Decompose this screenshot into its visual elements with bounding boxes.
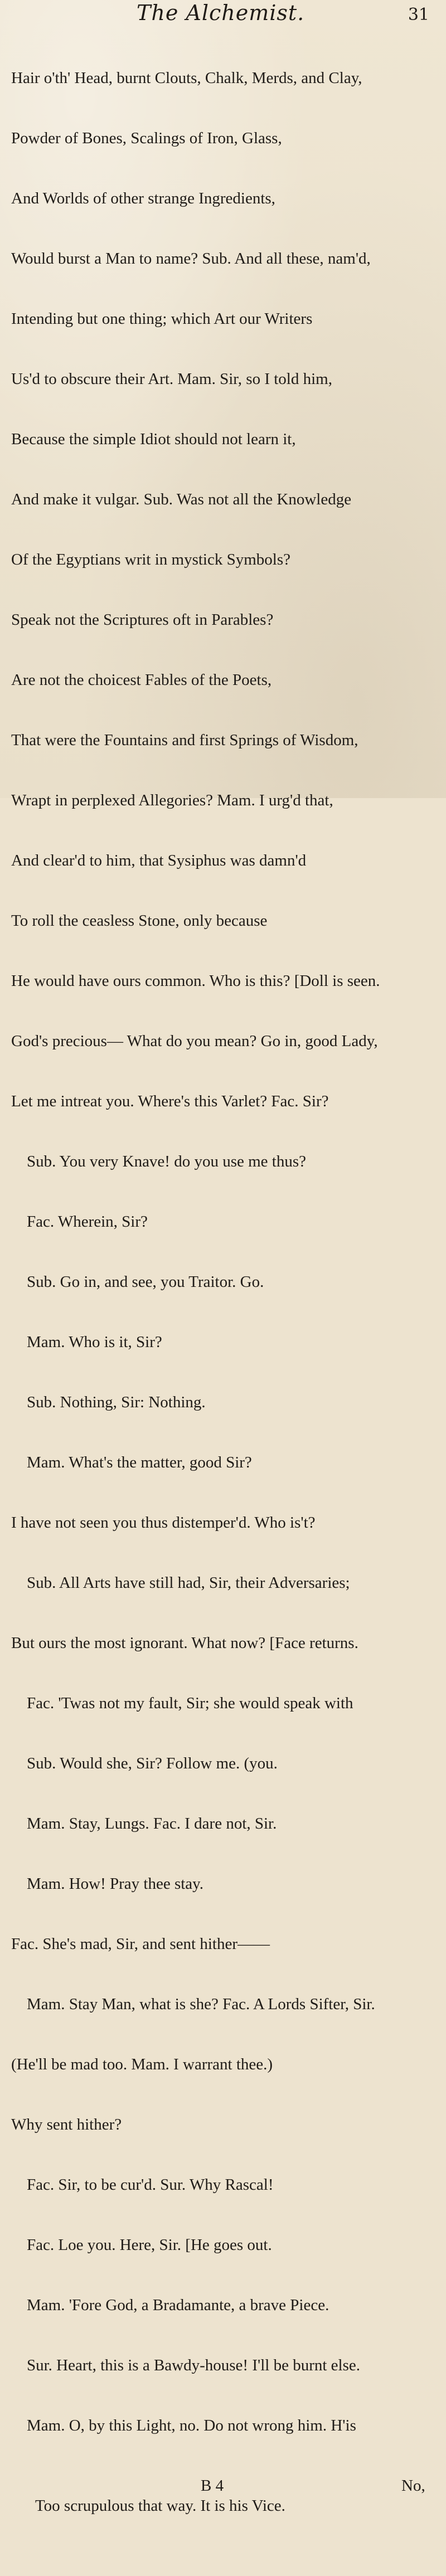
catchword: No, <box>401 2477 425 2495</box>
text-line-25: I have not seen you thus distemper'd. Who is't? <box>11 1514 316 1532</box>
text-line-33: Mam. Stay Man, what is she? Fac. A Lords Sifter, Sir. <box>27 1995 375 2013</box>
text-line-38: Mam. 'Fore God, a Bradamante, a brave Piece. <box>27 2296 329 2314</box>
text-line-6: Us'd to obscure their Art. Mam. Sir, so I told him, <box>11 370 332 388</box>
text-line-9: Of the Egyptians writ in mystick Symbols? <box>11 551 291 568</box>
text-line-27: But ours the most ignorant. What now? [Face returns. <box>11 1634 358 1652</box>
text-line-23: Sub. Nothing, Sir: Nothing. <box>27 1393 206 1411</box>
running-head <box>0 1 446 29</box>
running-title: The Alchemist. <box>137 1 305 25</box>
text-line-24: Mam. What's the matter, good Sir? <box>27 1454 252 1471</box>
text-line-17: God's precious— What do you mean? Go in, good Lady, <box>11 1032 378 1050</box>
text-line-18: Let me intreat you. Where's this Varlet? Fac. Sir? <box>11 1092 329 1110</box>
text-line-30: Mam. Stay, Lungs. Fac. I dare not, Sir. <box>27 1815 277 1833</box>
text-line-20: Fac. Wherein, Sir? <box>27 1213 148 1231</box>
text-line-32: Fac. She's mad, Sir, and sent hither—— <box>11 1935 270 1953</box>
text-line-36: Fac. Sir, to be cur'd. Sur. Why Rascal! <box>27 2176 274 2194</box>
text-line-10: Speak not the Scriptures oft in Parables? <box>11 611 274 629</box>
text-line-39: Sur. Heart, this is a Bawdy-house! I'll be burnt else. <box>27 2356 360 2374</box>
dialogue-text <box>11 28 435 2515</box>
text-line-12: That were the Fountains and first Springs of Wisdom, <box>11 731 358 749</box>
text-line-35: Why sent hither? <box>11 2116 122 2133</box>
page-number: 31 <box>408 5 429 25</box>
text-line-22: Mam. Who is it, Sir? <box>27 1333 162 1351</box>
text-line-34: (He'll be mad too. Mam. I warrant thee.) <box>11 2055 273 2073</box>
text-line-40: Mam. O, by this Light, no. Do not wrong him. H'is <box>27 2417 356 2434</box>
text-line-4: Would burst a Man to name? Sub. And all these, nam'd, <box>11 250 371 268</box>
text-line-29: Sub. Would she, Sir? Follow me. (you. <box>27 1754 278 1772</box>
text-line-11: Are not the choicest Fables of the Poets, <box>11 671 272 689</box>
signature-mark: B 4 <box>201 2477 224 2495</box>
text-line-14: And clear'd to him, that Sysiphus was damn'd <box>11 852 307 869</box>
text-line-2: Powder of Bones, Scalings of Iron, Glass, <box>11 129 282 147</box>
text-line-31: Mam. How! Pray thee stay. <box>27 1875 204 1893</box>
text-line-26: Sub. All Arts have still had, Sir, their Adversaries; <box>27 1574 350 1592</box>
text-line-21: Sub. Go in, and see, you Traitor. Go. <box>27 1273 264 1291</box>
text-line-7: Because the simple Idiot should not learn it, <box>11 430 296 448</box>
text-line-13: Wrapt in perplexed Allegories? Mam. I urg'd that, <box>11 791 333 809</box>
text-line-8: And make it vulgar. Sub. Was not all the Knowledge <box>11 490 352 508</box>
text-line-3: And Worlds of other strange Ingredients, <box>11 189 275 207</box>
text-line-37: Fac. Loe you. Here, Sir. [He goes out. <box>27 2236 272 2254</box>
text-line-41 <box>11 2476 435 2515</box>
text-line-15: To roll the ceasless Stone, only because <box>11 912 268 930</box>
text-line-16: He would have ours common. Who is this? [Doll is seen. <box>11 972 380 990</box>
text-line-19: Sub. You very Knave! do you use me thus? <box>27 1153 307 1170</box>
text-line-1: Hair o'th' Head, burnt Clouts, Chalk, Merds, and Clay, <box>11 69 362 87</box>
text-line-5: Intending but one thing; which Art our Writers <box>11 310 313 328</box>
final-line-text: Too scrupulous that way. It is his Vice. <box>35 2497 285 2515</box>
text-line-28: Fac. 'Twas not my fault, Sir; she would speak with <box>27 1694 353 1712</box>
